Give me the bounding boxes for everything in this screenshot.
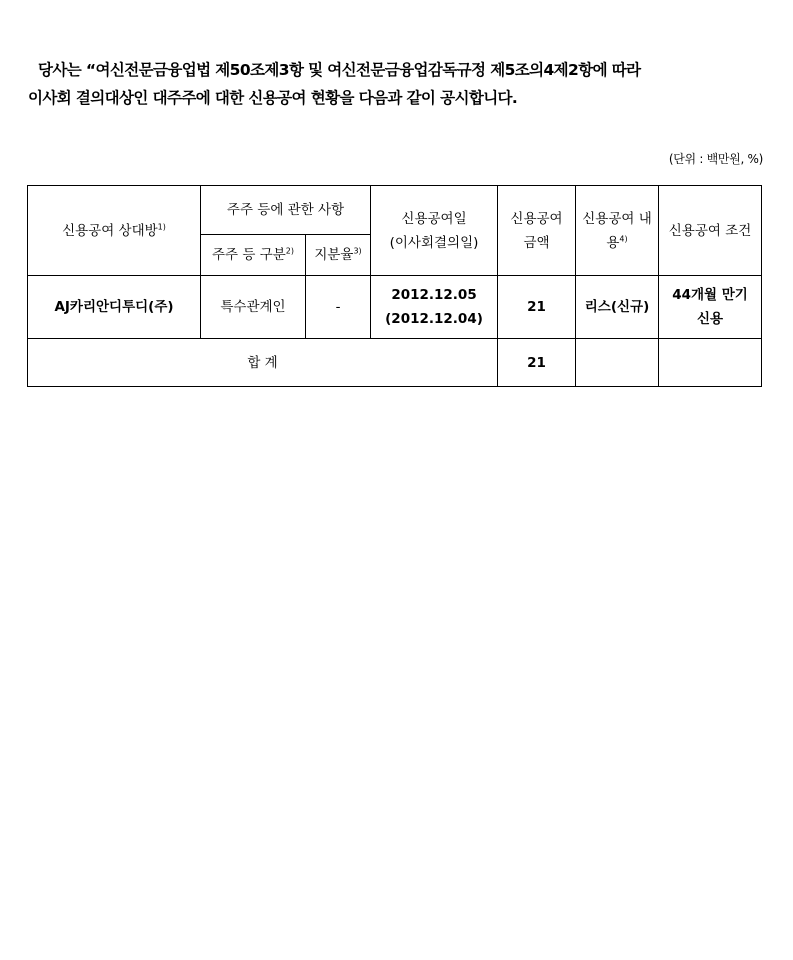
header-shareholder-type: 주주 등 구분$^{2)}$ xyxy=(201,235,306,276)
intro-line-2: 이사회 결의대상인 대주주에 대한 신용공여 현황을 다음과 같이 공시합니다. xyxy=(28,89,518,107)
credit-table xyxy=(27,185,762,387)
header-credit-date: 신용공여일 (이사회결의일) xyxy=(371,186,498,276)
total-terms-empty xyxy=(659,339,762,387)
intro-line-1: 당사는 “여신전문금융업법 제50조제3항 및 여신전문금융업감독규정 제5조의4제2항에 따라 xyxy=(38,61,641,79)
cell-shareholder-type: 특수관계인 xyxy=(201,276,306,339)
header-content: 신용공여 내 용$^{4)}$ xyxy=(576,186,659,276)
unit-note: (단위 : 백만원, %) xyxy=(668,152,763,166)
header-row-1 xyxy=(28,186,762,235)
shareholder-type-footnote: 2) xyxy=(285,246,294,256)
total-row xyxy=(28,339,762,387)
content-footnote: 4) xyxy=(619,234,628,243)
header-counterparty: 신용공여 상대방$^{1)}$ xyxy=(28,186,201,276)
header-shareholder-group: 주주 등에 관한 사항 xyxy=(201,186,371,235)
total-label: 합 계 xyxy=(28,339,498,387)
disclosure-intro xyxy=(28,56,768,112)
header-amount: 신용공여 금액 xyxy=(498,186,576,276)
table-row xyxy=(28,276,762,339)
cell-credit-date: 2012.12.05 (2012.12.04) xyxy=(371,276,498,339)
total-content-empty xyxy=(576,339,659,387)
cell-stake: - xyxy=(306,276,371,339)
header-stake: 지분율$^{3)}$ xyxy=(306,235,371,276)
counterparty-footnote: 1) xyxy=(157,222,166,231)
header-terms: 신용공여 조건 xyxy=(659,186,762,276)
total-amount: 21 xyxy=(498,339,576,387)
cell-amount: 21 xyxy=(498,276,576,339)
stake-footnote: 3) xyxy=(353,246,362,256)
cell-terms: 44개월 만기 신용 xyxy=(659,276,762,339)
cell-content: 리스(신규) xyxy=(576,276,659,339)
cell-counterparty: AJ카리안디투디(주) xyxy=(28,276,201,339)
